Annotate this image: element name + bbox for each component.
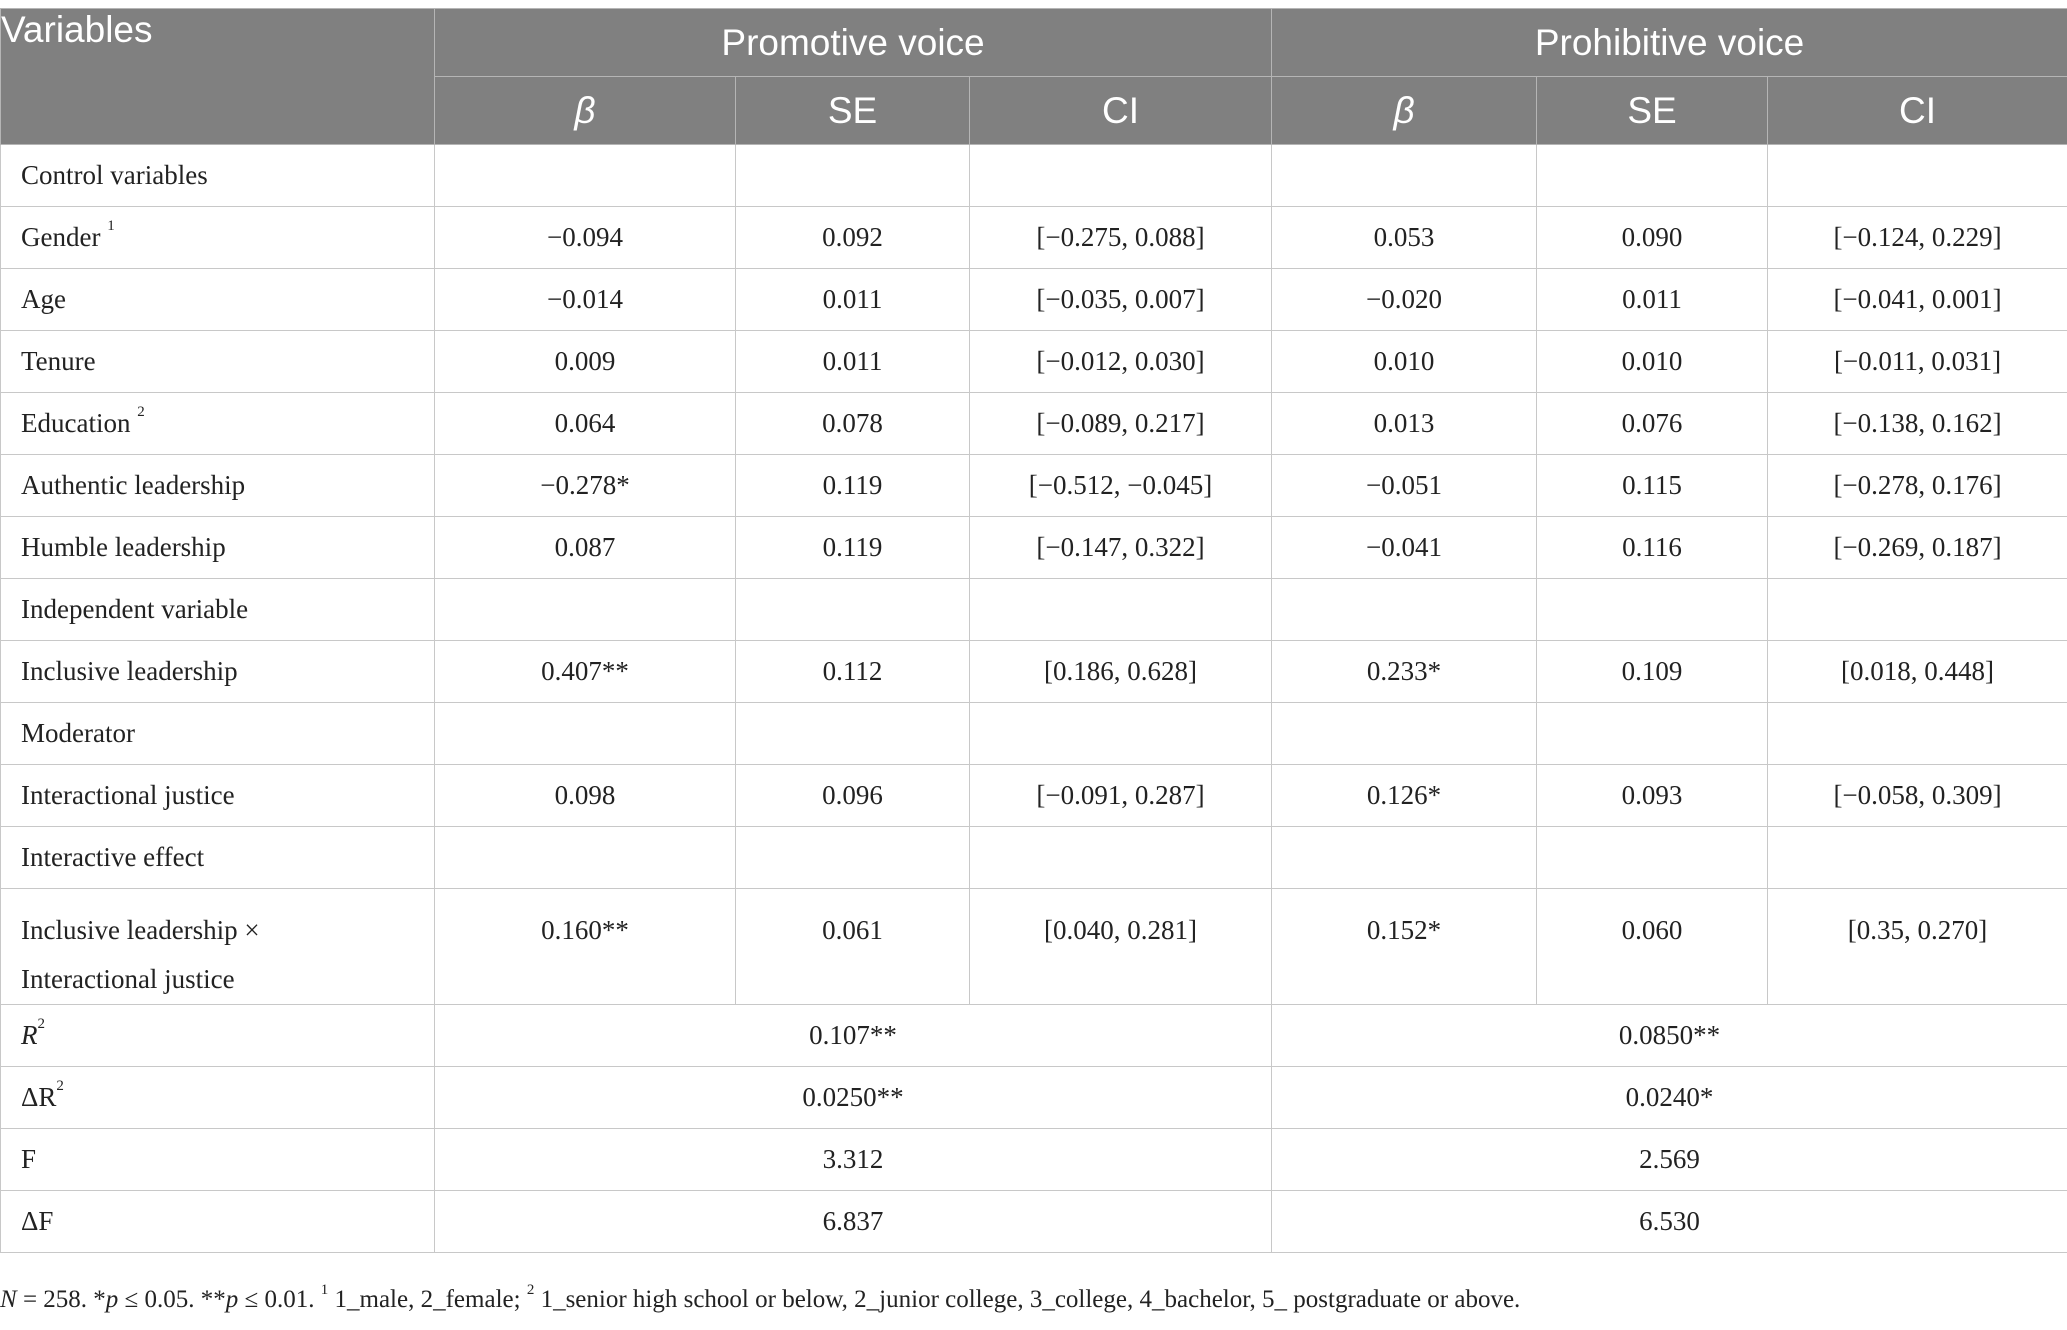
promotive-beta-cell bbox=[435, 579, 736, 641]
promotive-ci-cell: [−0.035, 0.007] bbox=[970, 269, 1272, 331]
prohibitive-beta-cell bbox=[1272, 145, 1537, 207]
promotive-ci-cell: [−0.089, 0.217] bbox=[970, 393, 1272, 455]
table-row bbox=[1, 827, 2067, 889]
row-label-line1: Inclusive leadership × bbox=[21, 915, 260, 945]
row-label bbox=[1, 827, 435, 889]
summary-row bbox=[1, 1191, 2067, 1253]
row-label-superscript: 1 bbox=[107, 218, 115, 234]
row-label bbox=[1, 207, 435, 269]
prohibitive-summary-cell: 2.569 bbox=[1272, 1129, 2067, 1191]
promotive-beta-cell bbox=[435, 827, 736, 889]
prohibitive-se-cell bbox=[1537, 145, 1768, 207]
prohibitive-ci-header: CI bbox=[1768, 77, 2067, 145]
promotive-ci-cell bbox=[970, 145, 1272, 207]
footnote-sup1: 1 bbox=[320, 1282, 329, 1298]
prohibitive-beta-cell: 0.152* bbox=[1272, 889, 1537, 1005]
prohibitive-se-cell: 0.011 bbox=[1537, 269, 1768, 331]
promotive-beta-cell: −0.094 bbox=[435, 207, 736, 269]
promotive-se-cell: 0.078 bbox=[736, 393, 970, 455]
footnote-note1: 1_male, 2_female; bbox=[328, 1286, 527, 1313]
prohibitive-beta-cell: −0.020 bbox=[1272, 269, 1537, 331]
footnote-p2: p bbox=[225, 1286, 239, 1313]
promotive-beta-cell: −0.014 bbox=[435, 269, 736, 331]
prohibitive-beta-cell: −0.051 bbox=[1272, 455, 1537, 517]
footnote-note2: 1_senior high school or below, 2_junior college, 3_college, 4_bachelor, 5_ postgraduate or above. bbox=[534, 1286, 1521, 1313]
footnote-p1-text: ≤ 0.05. ** bbox=[118, 1286, 226, 1313]
prohibitive-ci-cell: [−0.138, 0.162] bbox=[1768, 393, 2067, 455]
row-label-text: Interactional justice bbox=[21, 780, 235, 810]
summary-label-superscript: 2 bbox=[56, 1078, 64, 1094]
table-header bbox=[1, 9, 2067, 145]
table-row bbox=[1, 455, 2067, 517]
promotive-ci-cell bbox=[970, 827, 1272, 889]
prohibitive-ci-cell: [−0.278, 0.176] bbox=[1768, 455, 2067, 517]
prohibitive-beta-cell bbox=[1272, 827, 1537, 889]
promotive-beta-cell: 0.407** bbox=[435, 641, 736, 703]
row-label bbox=[1, 455, 435, 517]
prohibitive-se-header: SE bbox=[1537, 77, 1768, 145]
promotive-se-cell bbox=[736, 827, 970, 889]
prohibitive-beta-cell: 0.013 bbox=[1272, 393, 1537, 455]
row-label-text: Interactive effect bbox=[21, 842, 205, 872]
regression-table bbox=[0, 8, 2067, 1253]
prohibitive-se-cell: 0.116 bbox=[1537, 517, 1768, 579]
promotive-summary-cell: 6.837 bbox=[435, 1191, 1272, 1253]
summary-label-text: R bbox=[21, 1020, 38, 1050]
table-body bbox=[1, 145, 2067, 1253]
prohibitive-beta-cell: 0.053 bbox=[1272, 207, 1537, 269]
summary-label bbox=[1, 1067, 435, 1129]
prohibitive-ci-cell bbox=[1768, 827, 2067, 889]
promotive-beta-cell: 0.098 bbox=[435, 765, 736, 827]
prohibitive-beta-cell: 0.126* bbox=[1272, 765, 1537, 827]
promotive-se-cell: 0.119 bbox=[736, 517, 970, 579]
prohibitive-ci-cell: [−0.011, 0.031] bbox=[1768, 331, 2067, 393]
table-row bbox=[1, 579, 2067, 641]
prohibitive-beta-cell: −0.041 bbox=[1272, 517, 1537, 579]
promotive-voice-header: Promotive voice bbox=[435, 9, 1272, 77]
summary-label bbox=[1, 1129, 435, 1191]
row-label-superscript: 2 bbox=[137, 404, 145, 420]
row-label bbox=[1, 703, 435, 765]
promotive-beta-header: β bbox=[435, 77, 736, 145]
prohibitive-ci-cell: [0.35, 0.270] bbox=[1768, 889, 2067, 1005]
row-label bbox=[1, 145, 435, 207]
prohibitive-beta-cell: 0.010 bbox=[1272, 331, 1537, 393]
prohibitive-beta-cell: 0.233* bbox=[1272, 641, 1537, 703]
row-label bbox=[1, 765, 435, 827]
footnote-p1: p bbox=[105, 1286, 119, 1313]
prohibitive-beta-cell bbox=[1272, 703, 1537, 765]
promotive-ci-cell: [−0.091, 0.287] bbox=[970, 765, 1272, 827]
interaction-row bbox=[1, 889, 2067, 1005]
table-footnote bbox=[0, 1282, 2067, 1314]
promotive-summary-cell: 0.0250** bbox=[435, 1067, 1272, 1129]
summary-row bbox=[1, 1129, 2067, 1191]
prohibitive-se-cell bbox=[1537, 703, 1768, 765]
row-label bbox=[1, 393, 435, 455]
promotive-se-cell: 0.011 bbox=[736, 331, 970, 393]
promotive-beta-cell: 0.087 bbox=[435, 517, 736, 579]
row-label-text: Tenure bbox=[21, 346, 96, 376]
promotive-ci-cell: [−0.275, 0.088] bbox=[970, 207, 1272, 269]
prohibitive-summary-cell: 0.0240* bbox=[1272, 1067, 2067, 1129]
promotive-ci-cell: [0.186, 0.628] bbox=[970, 641, 1272, 703]
prohibitive-ci-cell bbox=[1768, 145, 2067, 207]
promotive-se-cell bbox=[736, 703, 970, 765]
prohibitive-summary-cell: 0.0850** bbox=[1272, 1005, 2067, 1067]
promotive-ci-cell: [0.040, 0.281] bbox=[970, 889, 1272, 1005]
row-label bbox=[1, 889, 435, 1005]
table-row bbox=[1, 207, 2067, 269]
row-label-line2: Interactional justice bbox=[21, 964, 235, 994]
row-label-text: Inclusive leadership bbox=[21, 656, 238, 686]
prohibitive-se-cell bbox=[1537, 579, 1768, 641]
promotive-ci-cell: [−0.147, 0.322] bbox=[970, 517, 1272, 579]
prohibitive-se-cell: 0.093 bbox=[1537, 765, 1768, 827]
promotive-summary-cell: 0.107** bbox=[435, 1005, 1272, 1067]
prohibitive-beta-header: β bbox=[1272, 77, 1537, 145]
row-label-text: Authentic leadership bbox=[21, 470, 246, 500]
promotive-beta-cell: 0.064 bbox=[435, 393, 736, 455]
promotive-se-cell: 0.119 bbox=[736, 455, 970, 517]
row-label-text: Humble leadership bbox=[21, 532, 226, 562]
table-row bbox=[1, 517, 2067, 579]
row-label bbox=[1, 269, 435, 331]
promotive-beta-cell bbox=[435, 703, 736, 765]
prohibitive-summary-cell: 6.530 bbox=[1272, 1191, 2067, 1253]
prohibitive-se-cell: 0.076 bbox=[1537, 393, 1768, 455]
row-label bbox=[1, 579, 435, 641]
promotive-ci-cell bbox=[970, 579, 1272, 641]
prohibitive-se-cell: 0.060 bbox=[1537, 889, 1768, 1005]
promotive-se-cell: 0.061 bbox=[736, 889, 970, 1005]
prohibitive-ci-cell bbox=[1768, 703, 2067, 765]
prohibitive-se-cell: 0.115 bbox=[1537, 455, 1768, 517]
table-row bbox=[1, 393, 2067, 455]
summary-row bbox=[1, 1005, 2067, 1067]
variables-header: Variables bbox=[1, 9, 435, 145]
row-label-text: Gender bbox=[21, 222, 101, 252]
promotive-beta-cell bbox=[435, 145, 736, 207]
prohibitive-se-cell: 0.109 bbox=[1537, 641, 1768, 703]
table-row bbox=[1, 331, 2067, 393]
promotive-se-cell bbox=[736, 145, 970, 207]
row-label-text: Education bbox=[21, 408, 131, 438]
promotive-ci-cell: [−0.512, −0.045] bbox=[970, 455, 1272, 517]
promotive-se-cell: 0.112 bbox=[736, 641, 970, 703]
row-label-text: Moderator bbox=[21, 718, 135, 748]
promotive-ci-cell bbox=[970, 703, 1272, 765]
summary-row bbox=[1, 1067, 2067, 1129]
summary-label bbox=[1, 1005, 435, 1067]
prohibitive-ci-cell: [0.018, 0.448] bbox=[1768, 641, 2067, 703]
row-label bbox=[1, 517, 435, 579]
promotive-ci-header: CI bbox=[970, 77, 1272, 145]
footnote-p2-text: ≤ 0.01. bbox=[238, 1286, 321, 1313]
promotive-se-cell bbox=[736, 579, 970, 641]
prohibitive-ci-cell: [−0.124, 0.229] bbox=[1768, 207, 2067, 269]
table-row bbox=[1, 703, 2067, 765]
promotive-ci-cell: [−0.012, 0.030] bbox=[970, 331, 1272, 393]
summary-label bbox=[1, 1191, 435, 1253]
footnote-n: N bbox=[0, 1286, 17, 1313]
summary-label-superscript: 2 bbox=[37, 1016, 45, 1032]
row-label bbox=[1, 641, 435, 703]
prohibitive-se-cell bbox=[1537, 827, 1768, 889]
prohibitive-ci-cell: [−0.058, 0.309] bbox=[1768, 765, 2067, 827]
prohibitive-se-cell: 0.090 bbox=[1537, 207, 1768, 269]
row-label bbox=[1, 331, 435, 393]
table-row bbox=[1, 269, 2067, 331]
row-label-text: Independent variable bbox=[21, 594, 249, 624]
promotive-se-cell: 0.092 bbox=[736, 207, 970, 269]
promotive-beta-cell: 0.009 bbox=[435, 331, 736, 393]
promotive-beta-cell: −0.278* bbox=[435, 455, 736, 517]
prohibitive-beta-cell bbox=[1272, 579, 1537, 641]
promotive-se-cell: 0.096 bbox=[736, 765, 970, 827]
prohibitive-se-cell: 0.010 bbox=[1537, 331, 1768, 393]
row-label-text: Control variables bbox=[21, 160, 208, 190]
table-row bbox=[1, 145, 2067, 207]
promotive-summary-cell: 3.312 bbox=[435, 1129, 1272, 1191]
row-label-text: Age bbox=[21, 284, 66, 314]
prohibitive-ci-cell: [−0.041, 0.001] bbox=[1768, 269, 2067, 331]
table-row bbox=[1, 641, 2067, 703]
prohibitive-voice-header: Prohibitive voice bbox=[1272, 9, 2067, 77]
table-row bbox=[1, 765, 2067, 827]
summary-label-text: ΔR bbox=[21, 1082, 57, 1112]
promotive-beta-cell: 0.160** bbox=[435, 889, 736, 1005]
footnote-n-value: = 258. * bbox=[16, 1286, 106, 1313]
prohibitive-ci-cell bbox=[1768, 579, 2067, 641]
summary-label-text: F bbox=[21, 1144, 37, 1174]
promotive-se-header: SE bbox=[736, 77, 970, 145]
promotive-se-cell: 0.011 bbox=[736, 269, 970, 331]
footnote-sup2: 2 bbox=[526, 1282, 535, 1298]
summary-label-text: ΔF bbox=[21, 1206, 54, 1236]
prohibitive-ci-cell: [−0.269, 0.187] bbox=[1768, 517, 2067, 579]
